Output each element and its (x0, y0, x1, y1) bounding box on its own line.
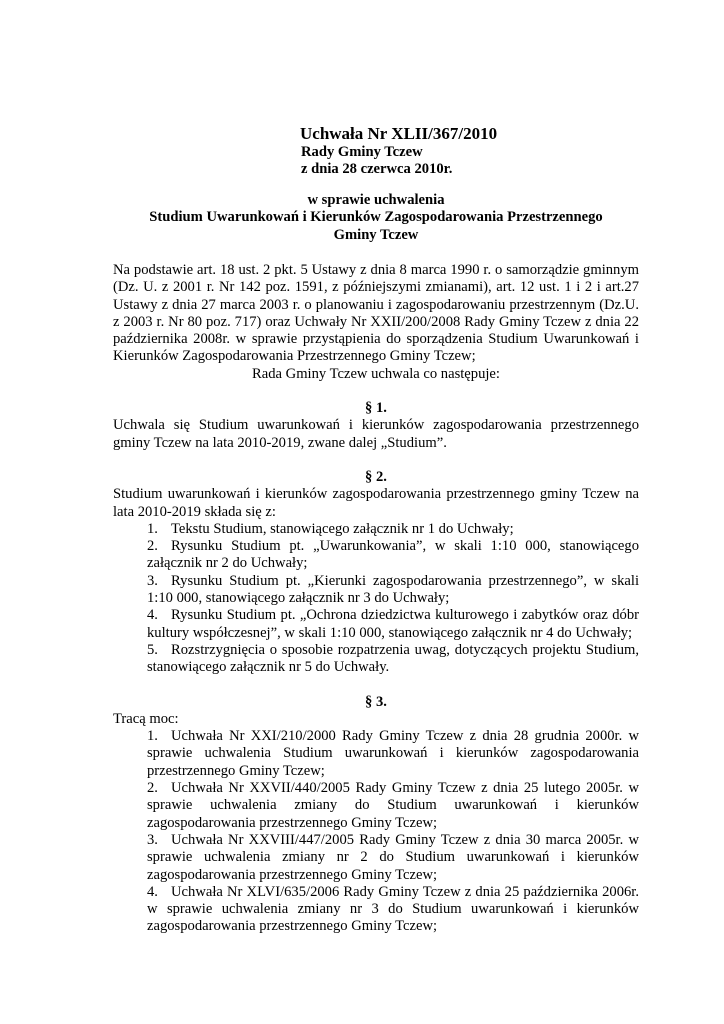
list-item-text: Rozstrzygnięcia o sposobie rozpatrzenia uwag, dotyczących projektu Studium, stanowiącego załącznik nr 5 do Uchwały. (147, 641, 639, 676)
section-1-heading: § 1. (365, 400, 387, 417)
list-item-text: Rysunku Studium pt. „Ochrona dziedzictwa kulturowego i zabytków oraz dóbr kultury współczesnej”, w skali 1:10 000, stanowiącego załącznik nr 4 do Uchwały; (147, 607, 639, 641)
list-item (147, 728, 639, 780)
preamble-resolves: Rada Gminy Tczew uchwala co następuje: (252, 365, 500, 382)
subject-line-1: w sprawie uchwalenia (307, 192, 445, 208)
list-item (147, 642, 639, 677)
list-item-number: 1. (147, 728, 158, 745)
list-item (147, 832, 639, 884)
list-item-text: Rysunku Studium pt. „Kierunki zagospodarowania przestrzennego”, w skali 1:10 000, stanowiącego załącznik nr 3 do Uchwały; (147, 572, 639, 607)
section-2-heading: § 2. (365, 468, 387, 485)
resolution-title: Uchwała Nr XLII/367/2010 (300, 124, 498, 143)
list-item-text: Rysunku Studium pt. „Uwarunkowania”, w skali 1:10 000, stanowiącego załącznik nr 2 do Uchwały; (147, 538, 639, 572)
list-item-number: 4. (147, 607, 158, 624)
preamble-text: Na podstawie art. 18 ust. 2 pkt. 5 Ustawy z dnia 8 marca 1990 r. o samorządzie gminnym (Dz. U. z 2001 r. Nr 142 poz. 1591, z późniejszymi zmianami), art. 12 ust. 1 i 2 i art.27 Ustawy z dnia 27 marca 2003 r. o planowaniu i zagospodarowaniu przestrzennym (Dz.U. z 2003 r. Nr 80 poz. 717) oraz Uchwały Nr XXII/200/2008 Rady Gminy Tczew z dnia 22 października 2008r. w sprawie przystąpienia do sporządzenia Studium Uwarunkowań i Kierunków Zagospodarowania Przestrzennego Gminy Tczew; (113, 262, 639, 365)
list-item-number: 1. (147, 520, 158, 537)
subject-line-3: Gminy Tczew (333, 226, 419, 243)
list-item (147, 573, 639, 608)
section-1-text: Uchwala się Studium uwarunkowań i kierunków zagospodarowania przestrzennego gminy Tczew na lata 2010-2019, zwane dalej „Studium”. (113, 417, 639, 451)
list-item-text: Uchwała Nr XXVII/440/2005 Rady Gminy Tczew z dnia 25 lutego 2005r. w sprawie uchwalenia zmiany do Studium uwarunkowań i kierunków zagospodarowania przestrzennego Gminy Tczew; (147, 780, 639, 831)
council-name: Rady Gminy Tczew (301, 144, 423, 160)
list-item-number: 2. (147, 538, 158, 555)
section-2-list (113, 521, 639, 677)
list-item-number: 4. (147, 883, 158, 900)
list-item-number: 3. (147, 831, 158, 848)
section-2-intro: Studium uwarunkowań i kierunków zagospodarowania przestrzennego gminy Tczew na lata 2010-2019 składa się z: (113, 486, 639, 520)
resolution-subject (113, 192, 639, 244)
list-item-number: 5. (147, 641, 158, 658)
list-item (147, 780, 639, 832)
resolution-date: z dnia 28 czerwca 2010r. (301, 161, 453, 178)
list-item-text: Tekstu Studium, stanowiącego załącznik nr 1 do Uchwały; (171, 520, 514, 537)
list-item-number: 2. (147, 780, 158, 797)
list-item-text: Uchwała Nr XXI/210/2000 Rady Gminy Tczew z dnia 28 grudnia 2000r. w sprawie uchwalenia Studium uwarunkowań i kierunków zagospodarowania przestrzennego Gminy Tczew; (147, 728, 639, 779)
section-3-heading: § 3. (365, 693, 387, 710)
list-item (147, 538, 639, 573)
list-item (147, 607, 639, 642)
list-item-text: Uchwała Nr XLVI/635/2006 Rady Gminy Tczew z dnia 25 października 2006r. w sprawie uchwalenia zmiany nr 3 do Studium uwarunkowań i kierunków zagospodarowania przestrzennego Gminy Tczew; (147, 883, 639, 935)
list-item (147, 521, 639, 538)
list-item-text: Uchwała Nr XXVIII/447/2005 Rady Gminy Tczew z dnia 30 marca 2005r. w sprawie uchwalenia zmiany nr 2 do Studium uwarunkowań i kierunków zagospodarowania przestrzennego Gminy Tczew; (147, 831, 639, 883)
list-item (147, 884, 639, 936)
section-3-list (113, 728, 639, 936)
resolution-header (300, 124, 700, 179)
document-body (113, 262, 639, 936)
subject-line-2: Studium Uwarunkowań i Kierunków Zagospodarowania Przestrzennego (149, 209, 603, 226)
section-3-intro: Tracą moc: (113, 710, 179, 727)
list-item-number: 3. (147, 572, 158, 589)
